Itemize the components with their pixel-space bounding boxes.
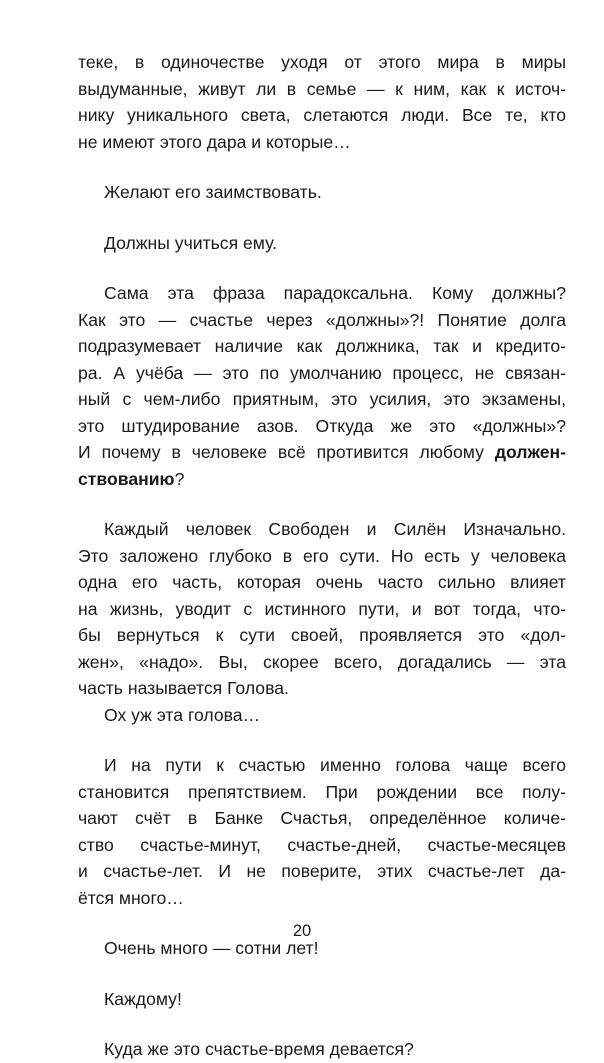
page-number: 20 (292, 922, 312, 940)
text-line: нику уникального света, слетаются люди. Все те, кто (78, 105, 566, 125)
page-text (78, 49, 566, 1063)
text-line (78, 466, 566, 493)
text-line: теке, в одиночестве уходя от этого мира в миры (78, 52, 566, 72)
text-line: И на пути к счастью именно голова чаще всего (104, 755, 566, 775)
text-line: ный с чем-либо приятным, это усилия, это экзамены, (78, 389, 566, 409)
text-line: Сама эта фраза парадоксальна. Кому должны? (104, 283, 566, 303)
text-line: на жизнь, уводит с истинного пути, и вот тогда, что- (78, 598, 566, 619)
text-line: ётся много… (78, 887, 184, 908)
paragraph-5 (78, 516, 566, 702)
text-line: жен», «надо». Вы, скорее всего, догадались — эта (78, 651, 566, 672)
text-line (78, 439, 566, 466)
paragraph-4 (78, 280, 566, 492)
text-line: Каждый человек Свободен и Силён Изначально. (104, 519, 566, 539)
bold-word: должен- (494, 442, 566, 462)
text-span: ? (174, 468, 185, 489)
text-line: Это заложено глубоко в его сути. Но есть у человека (78, 545, 566, 566)
paragraph-10: Куда же это счастье-время девается? (104, 1039, 414, 1059)
text-line: бы вернуться к сути своей, проявляется это «дол- (78, 625, 566, 645)
paragraph-9: Каждому! (104, 988, 182, 1009)
text-line: одна его часть, которая очень часто сильно влияет (78, 572, 566, 592)
text-line: не имеют этого дара и которые… (78, 131, 351, 152)
text-line: Как это — счастье через «должны»?! Понятие долга (78, 309, 566, 330)
text-line: чают счёт в Банке Счастья, определённое количе- (78, 808, 566, 828)
text-line: ство счастье-минут, счастье-дней, счастье-месяцев (78, 834, 566, 855)
text-line: подразумевает наличие как должника, так и кредито- (78, 336, 566, 356)
paragraph-2: Желают его заимствовать. (104, 182, 322, 202)
text-line: выдуманные, живут ли в семье — к ним, как к источ- (78, 78, 566, 99)
bold-word: ствованию (78, 468, 175, 489)
paragraph-7 (78, 752, 566, 911)
text-line: часть называется Голова. (78, 678, 289, 698)
text-span: И почему в человеке всё противится любому (78, 442, 484, 462)
paragraph-3: Должны учиться ему. (104, 232, 278, 253)
text-line: и счастье-лет. И не поверите, этих счастье-лет да- (78, 861, 566, 881)
paragraph-6: Ох уж эта голова… (104, 704, 261, 725)
text-line: ра. А учёба — это по умолчанию процесс, не связан- (78, 362, 566, 383)
paragraph-1 (78, 49, 566, 155)
text-line: становится препятствием. При рождении все полу- (78, 781, 566, 802)
paragraph-8: Очень много — сотни лет! (104, 938, 319, 958)
text-line: это штудирование азов. Откуда же это «должны»? (78, 415, 566, 436)
